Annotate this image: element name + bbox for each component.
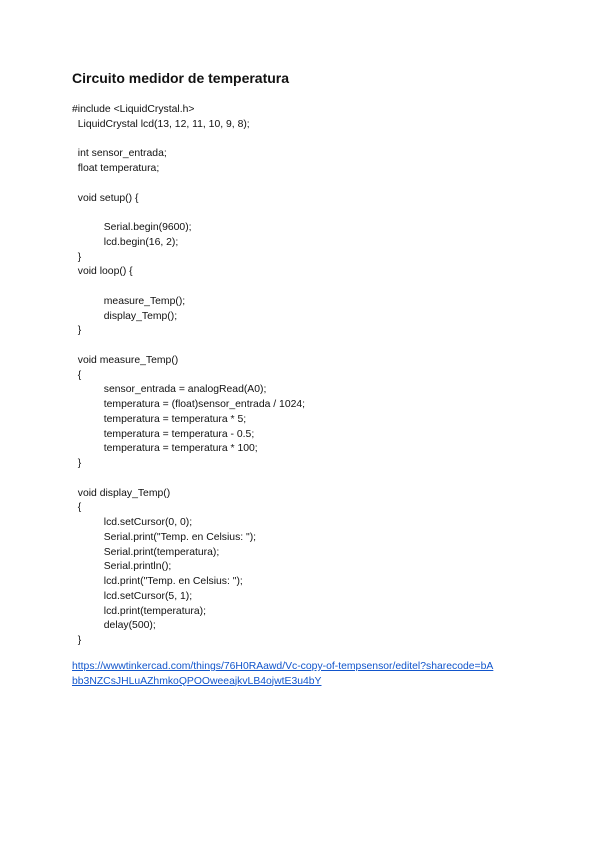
code-line: display_Temp(); [72, 310, 178, 322]
code-line: Serial.print("Temp. en Celsius: "); [72, 531, 257, 543]
code-line: temperatura = temperatura - 0.5; [72, 428, 255, 440]
tinkercad-link[interactable] [72, 660, 542, 690]
code-line: void measure_Temp() [72, 354, 179, 366]
code-line [72, 339, 552, 354]
code-line: temperatura = temperatura * 5; [72, 413, 247, 425]
code-line: lcd.begin(16, 2); [72, 236, 179, 248]
code-line [72, 133, 552, 148]
code-line: #include <LiquidCrystal.h> [72, 104, 195, 115]
code-line: delay(500); [72, 620, 156, 632]
code-line: Serial.println(); [72, 561, 172, 573]
code-line: float temperatura; [72, 163, 160, 174]
document-title: Circuito medidor de temperatura [72, 70, 290, 86]
code-line: Serial.begin(9600); [72, 222, 192, 233]
code-line: } [72, 251, 82, 263]
code-line: void display_Temp() [72, 487, 171, 499]
link-line-2[interactable]: bb3NZCsJHLuAZhmkoQPOOweeajkvLB4ojwtE3u4bY [72, 675, 322, 687]
code-line: lcd.setCursor(0, 0); [72, 517, 193, 528]
code-line [72, 177, 552, 192]
code-line: int sensor_entrada; [72, 148, 167, 160]
code-line: void setup() { [72, 192, 139, 204]
code-line: } [72, 458, 82, 469]
code-line: } [72, 325, 82, 337]
code-line: Serial.print(temperatura); [72, 546, 220, 558]
code-line: lcd.print(temperatura); [72, 605, 206, 617]
code-line [72, 472, 552, 487]
code-line: temperatura = temperatura * 100; [72, 443, 258, 455]
code-line [72, 206, 552, 221]
code-line: } [72, 635, 82, 646]
code-line: { [72, 369, 82, 381]
code-line: lcd.print("Temp. en Celsius: "); [72, 576, 243, 587]
code-line [72, 280, 552, 295]
code-line: sensor_entrada = analogRead(A0); [72, 384, 267, 396]
link-line-1[interactable]: https://wwwtinkercad.com/things/76H0RAawd/Vc-copy-of-tempsensor/editel?sharecode=bA [72, 661, 494, 672]
code-block [72, 103, 552, 649]
code-line: lcd.setCursor(5, 1); [72, 590, 193, 602]
code-line: measure_Temp(); [72, 295, 186, 307]
code-line: void loop() { [72, 266, 133, 278]
code-line: temperatura = (float)sensor_entrada / 1024; [72, 399, 306, 410]
code-line: LiquidCrystal lcd(13, 12, 11, 10, 9, 8); [72, 118, 250, 130]
code-line: { [72, 502, 82, 514]
